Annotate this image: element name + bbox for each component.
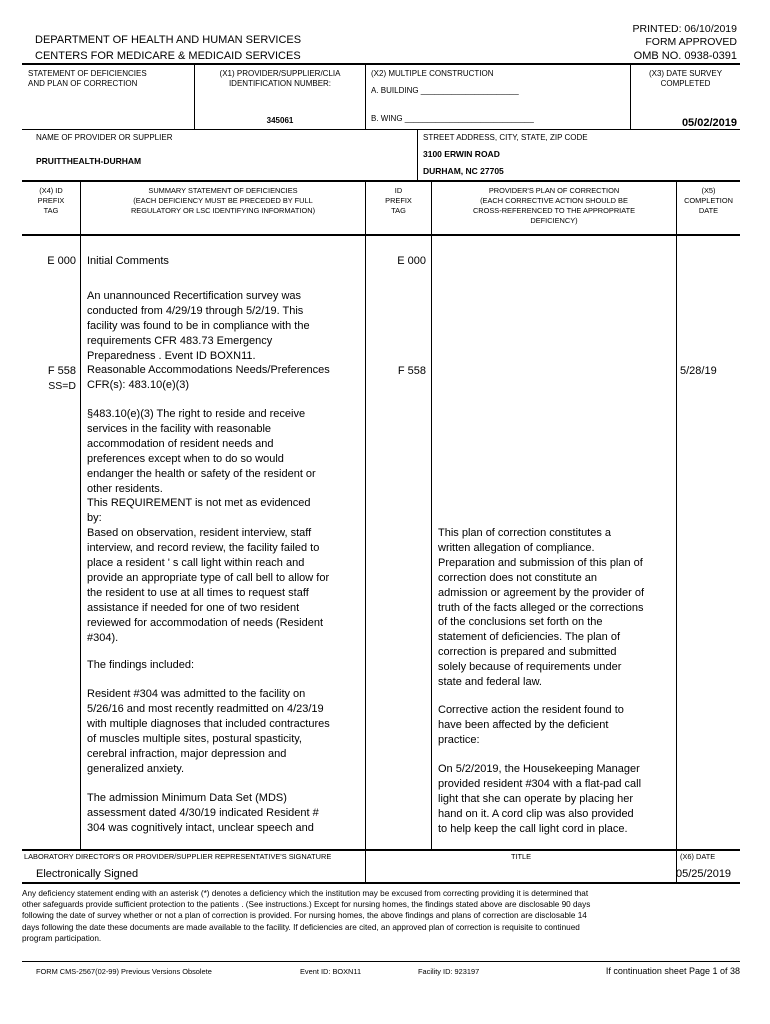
col-summary-header: SUMMARY STATEMENT OF DEFICIENCIES (EACH DEFICIENCY MUST BE PRECEDED BY FULL REGULATORY OR LSC IDENTIFYING INFORMATION) <box>130 186 316 215</box>
divider <box>194 64 195 130</box>
f558-text: §483.10(e)(3) The right to reside and receive services in the facility with reasonable accommodation of resident needs and preferences except when to do so would endanger the health or safety of the resident or other residents. This REQUIREMENT is not met as evidenced by: Based on observation, resident interview, staff interview, and record review, the facility failed to place a resident ' s call light within reach and provide an appropriate type of call bell to allow for the resident to use at all times to request staff assistance if needed for one of two resident reviewed for accommodation of needs (Resident #304). <box>87 408 330 644</box>
plan-text-action: On 5/2/2019, the Housekeeping Manager provided resident #304 with a flat-pad call light that she can operate by placing her hand on it. A cord clip was also provided to help keep the call light cord in place. <box>438 763 642 835</box>
id-f558: F 558 <box>397 365 426 377</box>
signature-bottom <box>22 882 740 884</box>
e000-text: An unannounced Recertification survey was conducted from 4/29/19 through 5/2/19. This facility was found to be in compliance with the requirements CFR 483.73 Emergency Preparedness . Event ID BOXN11. <box>87 290 310 362</box>
divider <box>676 181 677 850</box>
f558-title: Reasonable Accommodations Needs/Preferences CFR(s): 483.10(e)(3) <box>87 364 330 391</box>
agency-title: CENTERS FOR MEDICARE & MEDICAID SERVICES <box>35 50 301 62</box>
severity-f558: SS=D <box>48 380 76 392</box>
department-title: DEPARTMENT OF HEALTH AND HUMAN SERVICES <box>35 34 302 46</box>
col-x4-header: (X4) ID PREFIX TAG <box>37 186 65 215</box>
resident-text: Resident #304 was admitted to the facility on 5/26/16 and most recently readmitted on 4/23/19 with multiple diagnoses that included contractures of muscles multiple sites, postural spasticity, cerebral infraction, major depression and generalized anxiety. <box>87 688 330 775</box>
signature-date: 05/25/2019 <box>676 868 732 880</box>
body-bottom <box>22 849 740 851</box>
printed-date: PRINTED: 06/10/2019 <box>632 23 737 35</box>
form-approved: FORM APPROVED <box>645 36 737 48</box>
tag-e000: E 000 <box>47 255 76 267</box>
address-city: DURHAM, NC 27705 <box>423 166 504 176</box>
building-label: A. BUILDING ______________________ <box>371 86 519 95</box>
survey-completed-date: 05/02/2019 <box>681 117 737 129</box>
col-x5-header: (X5) COMPLETION DATE <box>684 186 733 215</box>
provider-number: 345061 <box>266 116 294 125</box>
findings-text: The findings included: <box>87 659 195 671</box>
address-label: STREET ADDRESS, CITY, STATE, ZIP CODE <box>423 133 588 142</box>
page-indicator: If continuation sheet Page 1 of 38 <box>605 966 740 976</box>
id-e000: E 000 <box>397 255 426 267</box>
divider <box>365 181 366 850</box>
disclaimer-text: Any deficiency statement ending with an asterisk (*) denotes a deficiency which the institution may be excused from correcting providing it is determined that other safeguards provide sufficient protection to the patients . (See instructions.) Except for nursing homes, the findings stated above are disclosable 90 days following the date of survey whether or not a plan of correction is provided. For nursing homes, the above findings and plans of correction are disclosable 14 days following the date these documents are made available to the facility. If deficiencies are cited, an approved plan of correction is requisite to continued program participation. <box>22 889 591 943</box>
title-label: TITLE <box>510 852 532 861</box>
divider <box>431 181 432 850</box>
e000-title: Initial Comments <box>87 255 169 267</box>
x1-label: (X1) PROVIDER/SUPPLIER/CLIA IDENTIFICATION NUMBER: <box>219 69 341 88</box>
divider <box>80 181 81 850</box>
footer-rule <box>22 961 740 962</box>
row-divider <box>22 129 740 130</box>
wing-label: B. WING _____________________________ <box>371 114 534 123</box>
omb-number: OMB NO. 0938-0391 <box>633 50 737 62</box>
tag-f558: F 558 <box>47 365 76 377</box>
completion-date-f558: 5/28/19 <box>680 365 717 377</box>
provider-name: PRUITTHEALTH-DURHAM <box>36 156 142 166</box>
top-border <box>22 63 740 65</box>
x2-label: (X2) MULTIPLE CONSTRUCTION <box>371 69 494 78</box>
event-id: Event ID: BOXN11 <box>300 967 362 976</box>
form-number: FORM CMS-2567(02-99) Previous Versions Obsolete <box>36 967 212 976</box>
plan-text-intro: This plan of correction constitutes a written allegation of compliance. Preparation and submission of this plan of correction does not constitute an admission or agreement by the provider of truth of the facts alleged or the corrections of the conclusions set forth on the statement of deficiencies. The plan of correction is prepared and submitted solely because of requirements under state and federal law. <box>438 527 645 689</box>
statement-label: STATEMENT OF DEFICIENCIES AND PLAN OF CORRECTION <box>28 69 147 88</box>
divider <box>417 129 418 181</box>
divider <box>365 64 366 130</box>
signature-value: Electronically Signed <box>36 868 139 880</box>
facility-id: Facility ID: 923197 <box>418 967 480 976</box>
provider-name-label: NAME OF PROVIDER OR SUPPLIER <box>36 133 173 142</box>
signature-label: LABORATORY DIRECTOR'S OR PROVIDER/SUPPLIER REPRESENTATIVE'S SIGNATURE <box>24 852 332 861</box>
mds-text: The admission Minimum Data Set (MDS) assessment dated 4/30/19 indicated Resident # 304 was cognitively intact, unclear speech and <box>87 792 319 834</box>
address-street: 3100 ERWIN ROAD <box>423 149 500 159</box>
row-divider <box>22 180 740 182</box>
header-bottom <box>22 234 740 236</box>
col-id-header: ID PREFIX TAG <box>385 186 412 215</box>
col-plan-header: PROVIDER'S PLAN OF CORRECTION (EACH CORRECTIVE ACTION SHOULD BE CROSS-REFERENCED TO THE APPROPRIATE DEFICIENCY) <box>472 186 636 225</box>
plan-text-corrective: Corrective action the resident found to have been affected by the deficient practice: <box>438 704 624 746</box>
x6-date-label: (X6) DATE <box>680 852 716 861</box>
x3-label: (X3) DATE SURVEY COMPLETED <box>648 69 723 88</box>
